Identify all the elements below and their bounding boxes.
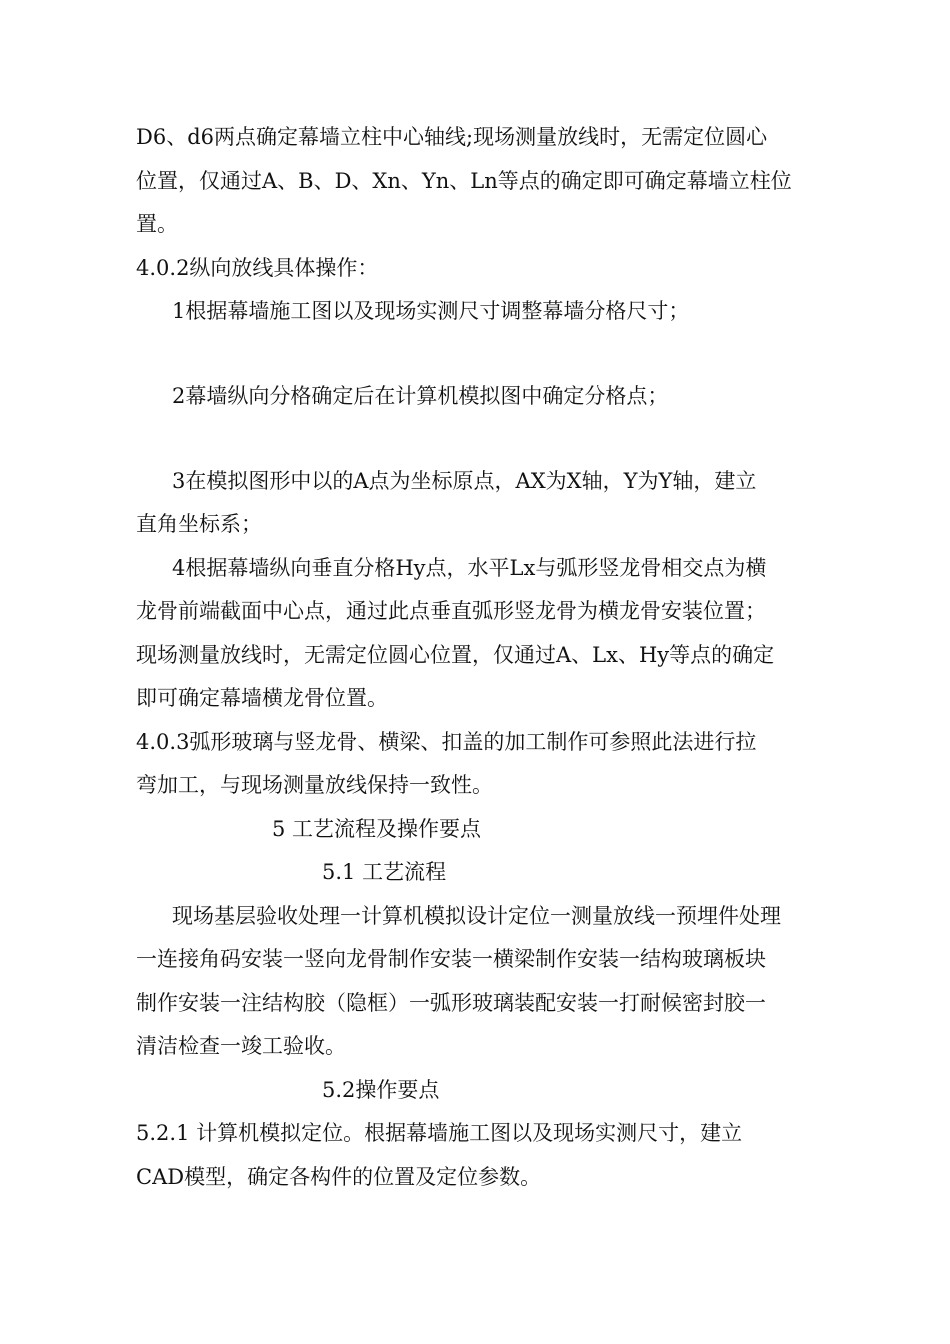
paragraph-line: 即可确定幕墙横龙骨位置。	[136, 686, 388, 710]
paragraph-line: 弯加工，与现场测量放线保持一致性。	[136, 773, 493, 797]
list-item: 1根据幕墙施工图以及现场实测尺寸调整幕墙分格尺寸；	[172, 299, 690, 323]
section-heading: 4.0.2纵向放线具体操作：	[136, 256, 379, 280]
paragraph-line: 位置，仅通过A、B、D、Xn、Yn、Ln等点的确定即可确定幕墙立柱位	[136, 169, 792, 193]
list-item: 3在模拟图形中以的A点为坐标原点，AX为X轴，Y为Y轴，建立	[172, 469, 757, 493]
paragraph-line: 现场基层验收处理一计算机模拟设计定位一测量放线一预埋件处理	[172, 904, 781, 928]
list-item: 4根据幕墙纵向垂直分格Hy点，水平Lx与弧形竖龙骨相交点为横	[172, 556, 767, 580]
paragraph-line: 直角坐标系；	[136, 512, 262, 536]
section-heading: 5.2.1 计算机模拟定位。根据幕墙施工图以及现场实测尺寸，建立	[136, 1121, 743, 1145]
paragraph-line: 现场测量放线时，无需定位圆心位置，仅通过A、Lx、Hy等点的确定	[136, 643, 775, 667]
paragraph-line: 清洁检查一竣工验收。	[136, 1034, 346, 1058]
section-heading: 4.0.3弧形玻璃与竖龙骨、横梁、扣盖的加工制作可参照此法进行拉	[136, 730, 757, 754]
paragraph-line: CAD模型，确定各构件的位置及定位参数。	[136, 1165, 542, 1189]
subsection-heading: 5.1 工艺流程	[322, 860, 447, 884]
paragraph-line: D6、d6两点确定幕墙立柱中心轴线;现场测量放线时，无需定位圆心	[136, 125, 768, 149]
subsection-heading: 5.2操作要点	[322, 1078, 440, 1102]
paragraph-line: 一连接角码安装一竖向龙骨制作安装一横梁制作安装一结构玻璃板块	[136, 947, 766, 971]
paragraph-line: 制作安装一注结构胶（隐框）一弧形玻璃装配安装一打耐候密封胶一	[136, 991, 766, 1015]
list-item: 2幕墙纵向分格确定后在计算机模拟图中确定分格点；	[172, 384, 669, 408]
chapter-heading: 5 工艺流程及操作要点	[272, 817, 482, 841]
paragraph-line: 龙骨前端截面中心点，通过此点垂直弧形竖龙骨为横龙骨安装位置；	[136, 599, 766, 623]
paragraph-line: 置。	[136, 212, 178, 236]
